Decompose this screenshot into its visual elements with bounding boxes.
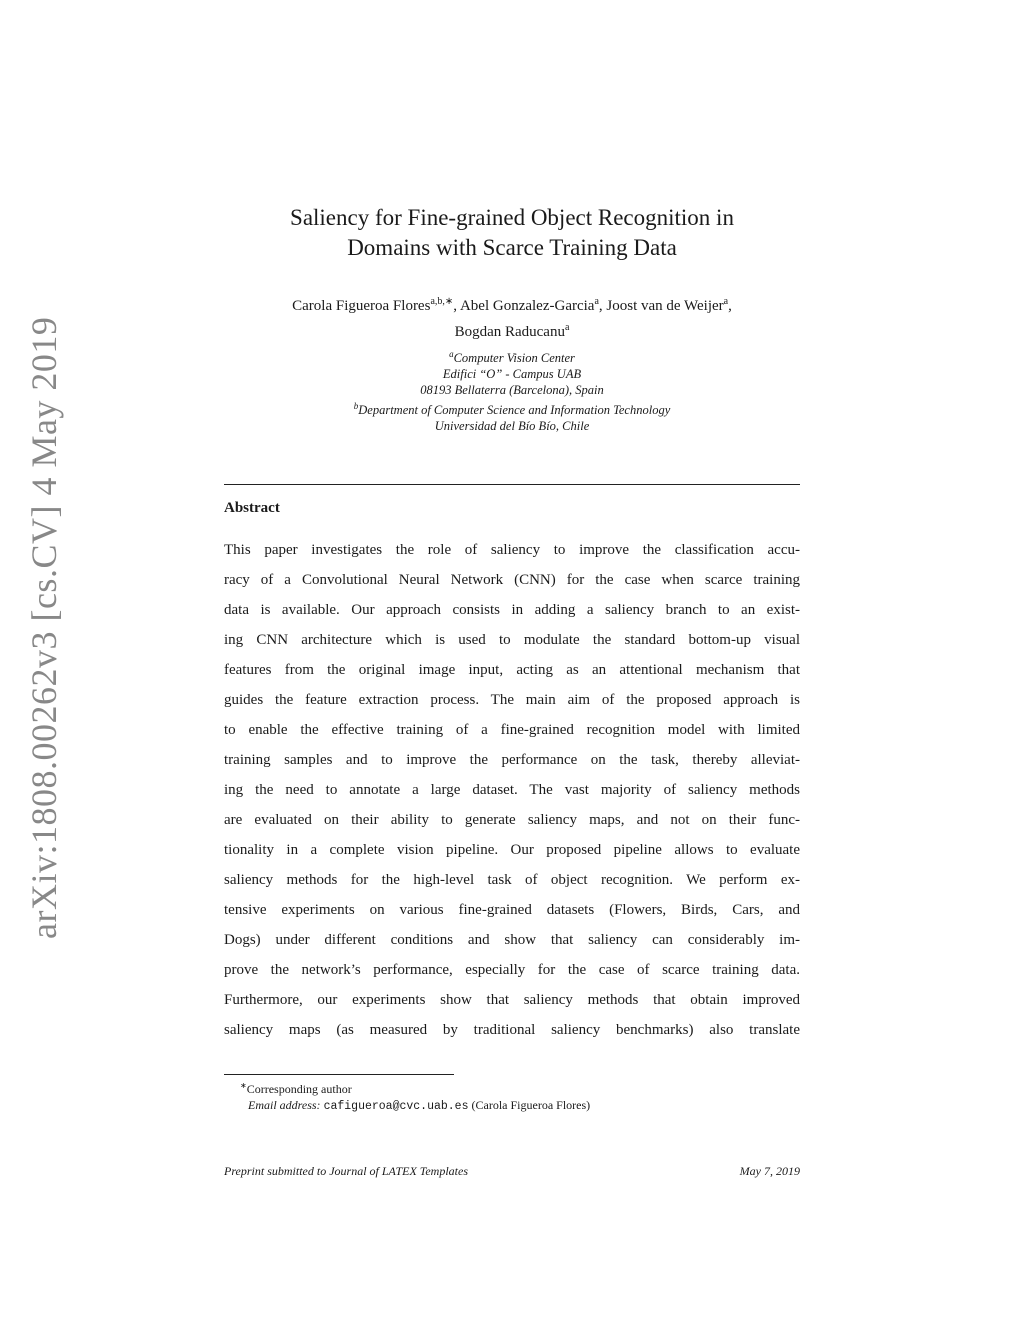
abstract-line: racy of a Convolutional Neural Network (CNN) for the case when scarce training [224, 572, 800, 588]
abstract-line: guides the feature extraction process. The main aim of the proposed approach is [224, 692, 800, 708]
abstract-line: are evaluated on their ability to generate saliency maps, and not on their func- [224, 812, 800, 828]
abstract-line: training samples and to improve the performance on the task, thereby alleviat- [224, 752, 800, 768]
footer-date: May 7, 2019 [739, 1164, 800, 1178]
author-name: Joost van de Weijer [606, 298, 724, 314]
affiliation-b-line-2: Universidad del Bío Bío, Chile [434, 419, 590, 434]
email-link[interactable]: cafigueroa@cvc.uab.es [323, 1100, 469, 1113]
abstract-body [224, 535, 800, 1045]
abstract-line: to enable the effective training of a fine-grained recognition model with limited [224, 722, 800, 738]
email-label: Email address: [248, 1098, 321, 1112]
footnote-email [224, 1097, 800, 1115]
author-affil-sup: a [594, 296, 599, 307]
abstract-line: tensive experiments on various fine-grained datasets (Flowers, Birds, Cars, and [224, 902, 800, 918]
abstract-line: saliency methods for the high-level task of object recognition. We perform ex- [224, 872, 800, 888]
footnote-rule [224, 1074, 454, 1075]
author-line-2 [200, 317, 824, 343]
abstract-line: Furthermore, our experiments show that saliency methods that obtain improved [224, 992, 800, 1008]
abstract-line: tionality in a complete vision pipeline. Our proposed pipeline allows to evaluate [224, 842, 800, 858]
abstract-heading: Abstract [224, 500, 280, 516]
affiliation-a-line-2: Edifici “O” - Campus UAB [442, 367, 582, 382]
affiliation-a-line-3: 08193 Bellaterra (Barcelona), Spain [420, 383, 604, 398]
affiliation-a-line-1: $^a$Computer Vision Center [449, 349, 575, 366]
author-affil-sup: a [723, 296, 729, 307]
email-name: (Carola Figueroa Flores) [471, 1098, 591, 1112]
abstract-line: prove the network’s performance, especially for the case of scarce training data. [224, 962, 800, 978]
abstract-line: features from the original image input, acting as an attentional mechanism that [224, 662, 800, 678]
author-line-1: Carola Figueroa Flores$^{a,b,∗}$, Abel Gonzalez-Garcia$^a$, Joost van de Weijer$^a$, [292, 296, 732, 314]
author-name: Abel Gonzalez-Garcia [459, 298, 595, 314]
author-affil-sup: a,b,∗ [430, 296, 454, 307]
affiliation-b-line-1: $^b$Department of Computer Science and Information Technology [353, 401, 671, 418]
author-name: Carola Figueroa Flores [292, 298, 431, 314]
author-affil-sup: a [564, 322, 570, 333]
footnote-corresponding: ∗Corresponding author [240, 1081, 352, 1096]
author-name: Bogdan Raducanu [454, 324, 565, 340]
section-rule [224, 484, 800, 485]
abstract-line: ing CNN architecture which is used to modulate the standard bottom-up visual [224, 632, 800, 648]
abstract-line: data is available. Our approach consists in adding a saliency branch to an exist- [224, 602, 800, 618]
paper-title [200, 203, 824, 263]
abstract-line: ing the need to annotate a large dataset. The vast majority of saliency methods [224, 782, 800, 798]
abstract-line: Dogs) under different conditions and show that saliency can considerably im- [224, 932, 800, 948]
affiliations [200, 346, 824, 434]
footer-preprint: Preprint submitted to Journal of LATEX Templates [224, 1164, 469, 1178]
title-line-1: Saliency for Fine-grained Object Recognition in [290, 205, 734, 230]
abstract-line: saliency maps (as measured by traditional saliency benchmarks) also translate [224, 1022, 800, 1038]
footnote [224, 1078, 800, 1115]
abstract-line: This paper investigates the role of saliency to improve the classification accu- [224, 542, 800, 558]
arxiv-identifier: arXiv:1808.00262v3 [cs.CV] 4 May 2019 [24, 316, 64, 939]
title-line-2: Domains with Scarce Training Data [347, 235, 677, 260]
author-list [200, 291, 824, 343]
